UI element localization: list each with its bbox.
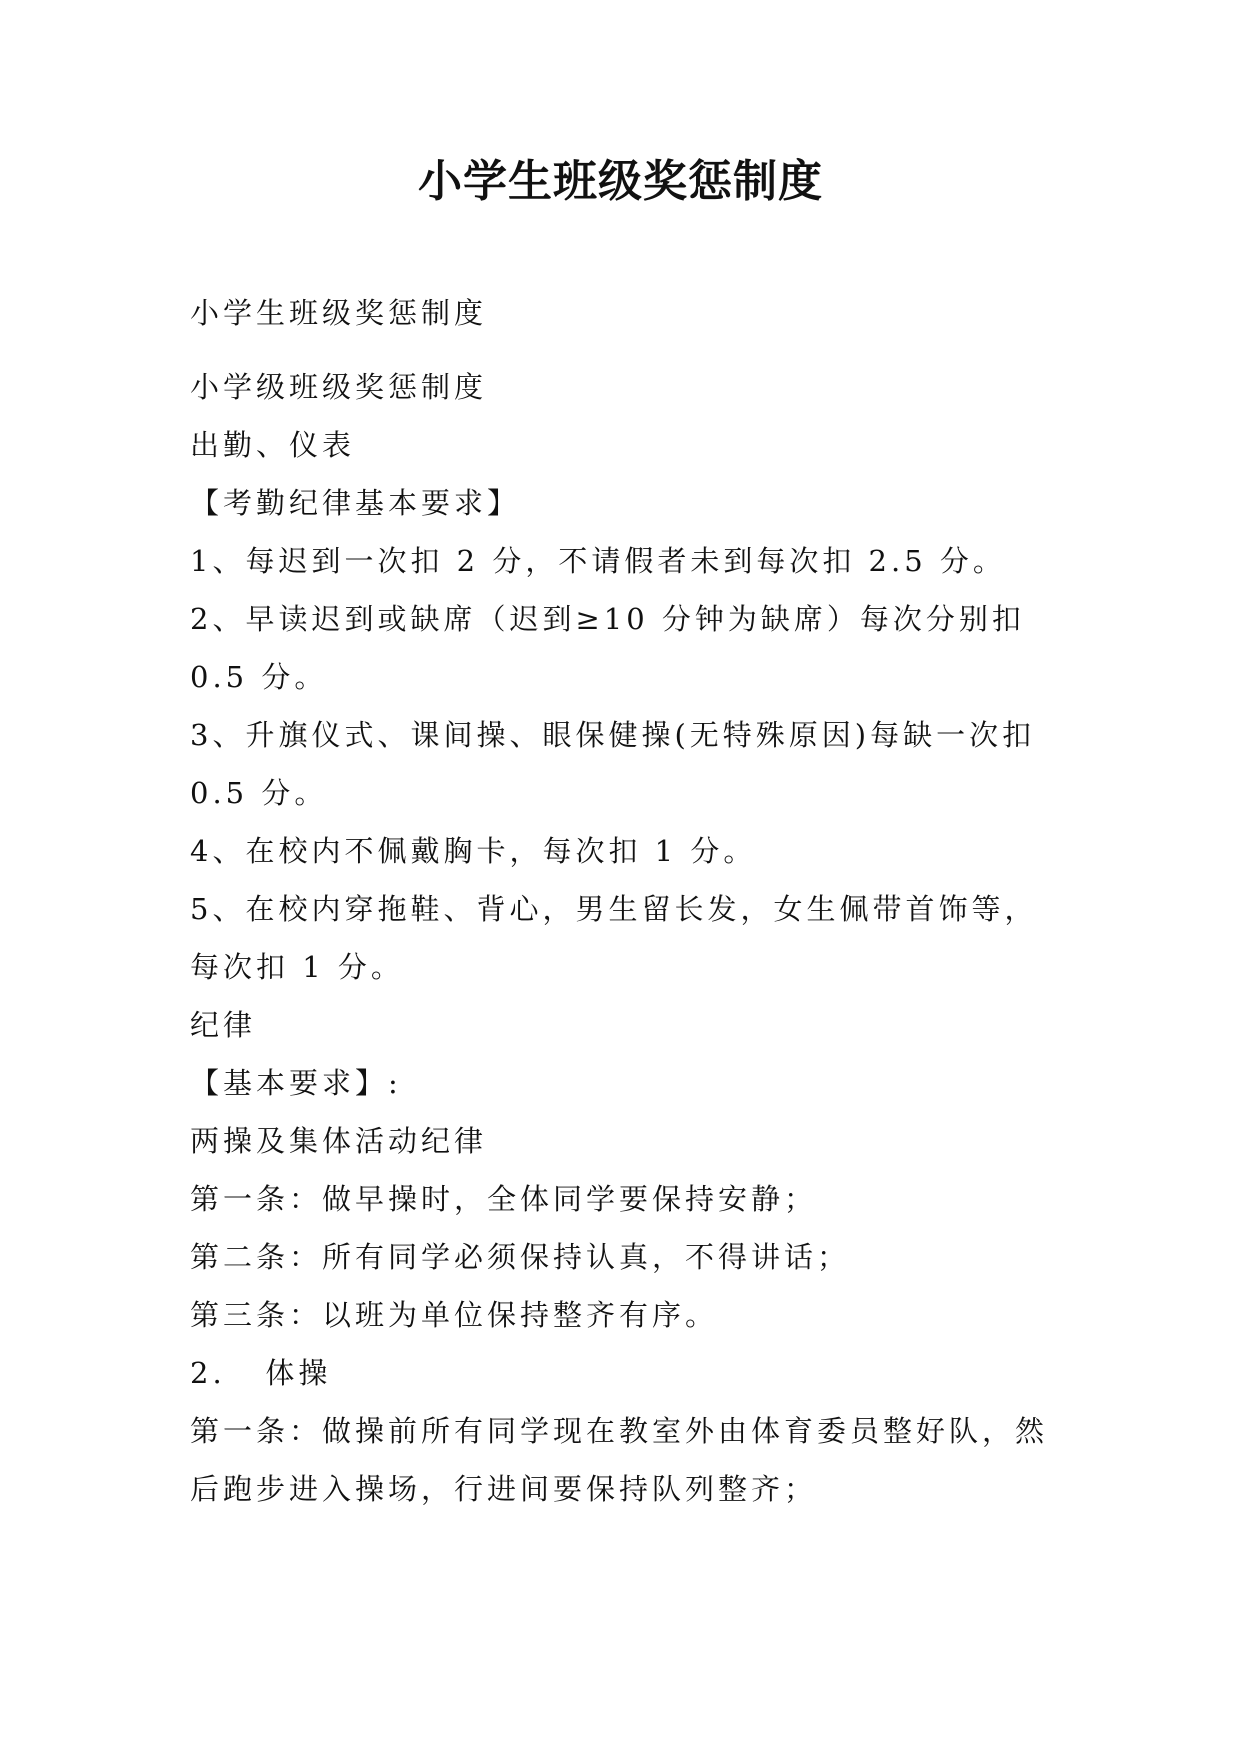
article-3: 第三条：以班为单位保持整齐有序。: [190, 1298, 719, 1332]
rule-item-5: 5、在校内穿拖鞋、背心，男生留长发，女生佩带首饰等，: [190, 892, 1038, 926]
rule-item-4: 4、在校内不佩戴胸卡，每次扣 1 分。: [190, 834, 757, 868]
section-heading-basic-rules: 【基本要求】:: [190, 1066, 402, 1100]
section-heading-exercise: 2. 体操: [190, 1356, 332, 1390]
rule-item-2-cont: 0.5 分。: [190, 660, 328, 694]
paragraph-line: 小学级班级奖惩制度: [190, 370, 488, 404]
rule-item-3: 3、升旗仪式、课间操、眼保健操(无特殊原因)每缺一次扣: [190, 718, 1036, 752]
rule-item-1: 1、每迟到一次扣 2 分，不请假者未到每次扣 2.5 分。: [190, 544, 1006, 578]
document-subtitle: 小学生班级奖惩制度: [190, 296, 488, 330]
section-heading-discipline: 纪律: [190, 1008, 257, 1042]
rule-item-3-cont: 0.5 分。: [190, 776, 328, 810]
section-heading-attendance-rules: 【考勤纪律基本要求】: [190, 486, 521, 520]
section-heading-group-activities: 两操及集体活动纪律: [190, 1124, 488, 1158]
rule-item-5-cont: 每次扣 1 分。: [190, 950, 404, 984]
rule-item-2: 2、早读迟到或缺席（迟到≥10 分钟为缺席）每次分别扣: [190, 602, 1025, 636]
document-title: 小学生班级奖惩制度: [418, 156, 823, 207]
section-heading-attendance: 出勤、仪表: [190, 428, 356, 462]
exercise-article-1-cont: 后跑步进入操场，行进间要保持队列整齐；: [190, 1472, 818, 1506]
document-body: [190, 358, 1060, 1518]
exercise-article-1: 第一条：做操前所有同学现在教室外由体育委员整好队，然: [190, 1414, 1049, 1448]
article-2: 第二条：所有同学必须保持认真，不得讲话；: [190, 1240, 851, 1274]
article-1: 第一条：做早操时，全体同学要保持安静；: [190, 1182, 818, 1216]
